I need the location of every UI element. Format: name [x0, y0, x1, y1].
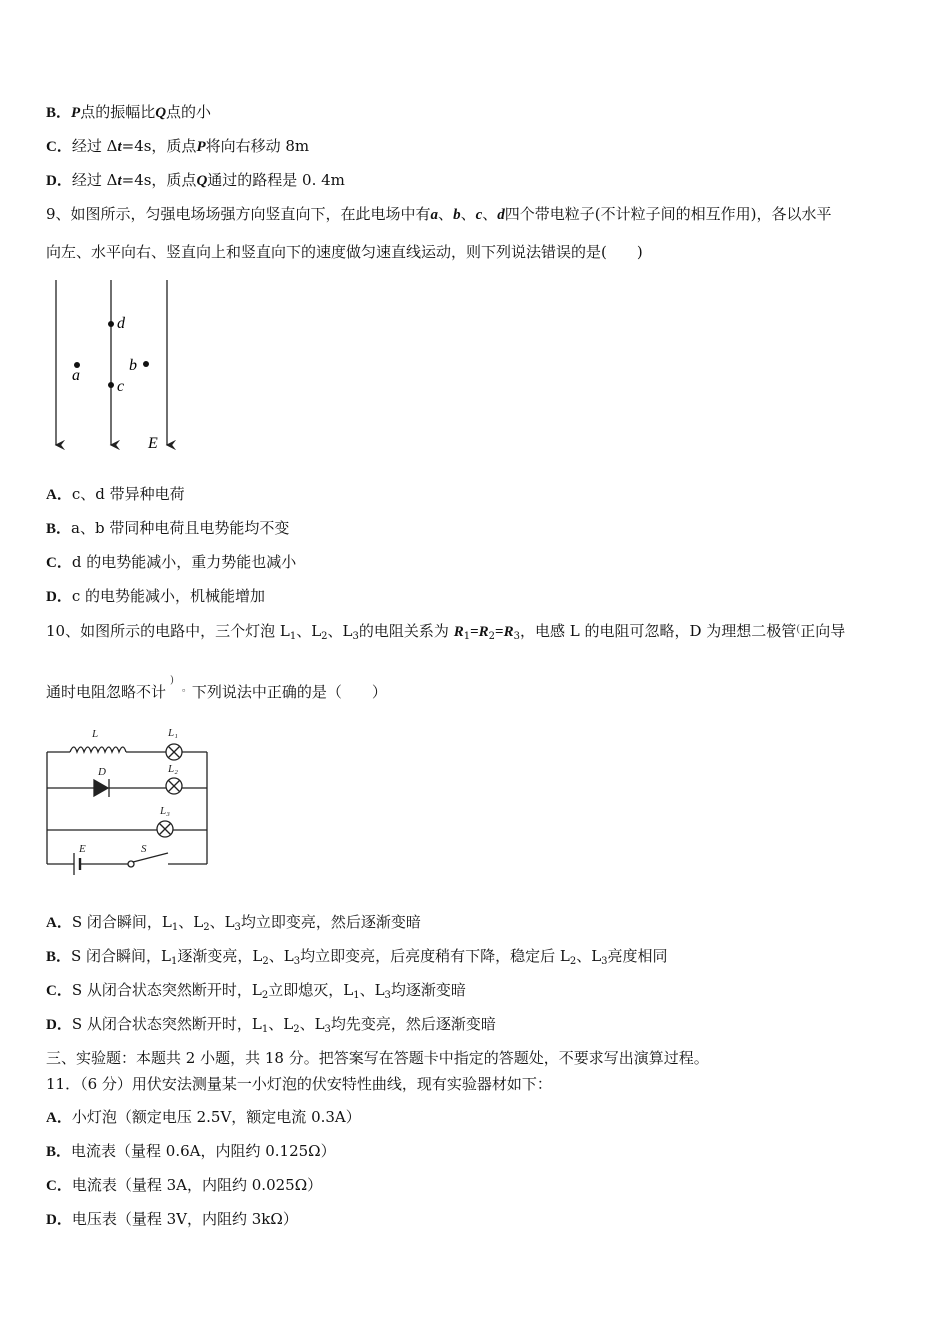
label-diode: D	[98, 766, 106, 778]
text: 点的小	[166, 103, 212, 121]
label-a: a	[72, 367, 80, 384]
q10-option-a	[46, 912, 421, 933]
text: 、L	[268, 1015, 294, 1033]
option-text: 电流表（量程 3A，内阻约 0.025Ω）	[71, 1176, 323, 1194]
var-q: Q	[155, 105, 167, 121]
option-letter: C．	[46, 139, 72, 155]
particle-d: d	[497, 207, 505, 223]
q10-stem-line2	[46, 675, 387, 705]
q11-option-d	[46, 1209, 298, 1230]
q8-option-b	[46, 102, 211, 123]
subscript: 2	[293, 1024, 300, 1035]
text: 、L	[178, 913, 204, 931]
option-text: 电压表（量程 3V，内阻约 3kΩ）	[71, 1210, 298, 1228]
particle-b-dot	[143, 361, 149, 367]
text: S 从闭合状态突然断开时，L	[71, 981, 262, 999]
subscript: 3	[234, 922, 241, 933]
text: S 从闭合状态突然断开时，L	[71, 1015, 262, 1033]
option-letter: D．	[46, 1017, 72, 1033]
text: =	[495, 624, 504, 640]
option-text: c 的电势能减小，机械能增加	[71, 587, 266, 605]
text: S 闭合瞬间，L	[71, 947, 172, 965]
text: 、	[460, 205, 476, 223]
subscript: 1	[171, 956, 178, 967]
particle-b: b	[453, 207, 461, 223]
option-letter: A．	[46, 915, 72, 931]
switch-blade	[133, 853, 168, 862]
option-letter: D．	[46, 173, 72, 189]
option-letter: D．	[46, 589, 72, 605]
subscript: 3	[293, 956, 301, 967]
subscript: 2	[203, 922, 210, 933]
small-dot: 。	[181, 683, 192, 694]
text: 、L	[268, 947, 294, 965]
label-inductor: L	[92, 728, 99, 740]
option-text: 小灯泡（额定电压 2.5V，额定电流 0.3A）	[71, 1108, 361, 1126]
text: 的电阻关系为	[358, 622, 449, 640]
subscript: 3	[324, 1024, 331, 1035]
q9-field-figure	[45, 277, 185, 457]
option-text: c、d 带异种电荷	[71, 485, 185, 503]
option-letter: A．	[46, 487, 72, 503]
text: =4s，质点	[121, 171, 197, 189]
paren: (	[796, 624, 801, 635]
text: 均立即变亮，然后逐渐变暗	[240, 913, 421, 931]
option-letter: B．	[46, 105, 72, 121]
text: 均先变亮，然后逐渐变暗	[330, 1015, 496, 1033]
text: 通时电阻忽略不计	[46, 683, 167, 701]
label-b: b	[129, 357, 137, 374]
var-q: Q	[196, 173, 208, 189]
subscript: 1	[289, 631, 297, 642]
option-letter: B．	[46, 1144, 72, 1160]
text: 10、如图所示的电路中，三个灯泡 L	[46, 622, 290, 640]
label-battery: E	[79, 843, 86, 855]
option-letter: C．	[46, 555, 72, 571]
q9-option-d	[46, 586, 265, 607]
label-l3: L₃	[160, 805, 170, 817]
text: 经过 Δ	[71, 137, 118, 155]
option-letter: D．	[46, 1212, 72, 1228]
q11-option-c	[46, 1175, 322, 1196]
q11-option-b	[46, 1141, 336, 1162]
text: 均立即变亮，后亮度稍有下降，稳定后 L	[300, 947, 570, 965]
text: 立即熄灭，L	[268, 981, 354, 999]
q11-stem: 11．（6 分）用伏安法测量某一小灯泡的伏安特性曲线，现有实验器材如下：	[46, 1075, 552, 1093]
text: 均逐渐变暗	[390, 981, 466, 999]
q8-option-d	[46, 170, 345, 191]
q11-option-a	[46, 1107, 361, 1128]
subscript: 2	[321, 631, 328, 642]
q10-option-d	[46, 1014, 496, 1035]
option-letter: B．	[46, 949, 72, 965]
label-switch: S	[141, 843, 147, 855]
text: 、L	[296, 622, 322, 640]
var-p: P	[196, 139, 206, 155]
section-3-heading: 三、实验题：本题共 2 小题，共 18 分。把答案写在答题卡中指定的答题处，不要求写出演算过程。	[46, 1049, 709, 1067]
particle-c-dot	[108, 382, 114, 388]
label-c: c	[117, 378, 125, 395]
q9-stem-line1	[46, 204, 831, 225]
subscript: 2	[569, 956, 577, 967]
q9-option-a	[46, 484, 185, 505]
subscript: 2	[488, 631, 496, 642]
text: 、	[438, 205, 454, 223]
q10-option-c	[46, 980, 466, 1001]
option-text: d 的电势能减小，重力势能也减小	[71, 553, 297, 571]
option-letter: C．	[46, 1178, 72, 1194]
particle-a: a	[430, 207, 439, 223]
text: 、	[482, 205, 498, 223]
text: 下列说法中正确的是（ ）	[191, 683, 387, 701]
text: 亮度相同	[607, 947, 668, 965]
text: =	[470, 624, 479, 640]
q9-stem-line2: 向左、水平向右、竖直向上和竖直向下的速度做匀速直线运动，则下列说法错误的是( )	[46, 243, 643, 261]
var-t: t	[117, 139, 122, 155]
subscript: 3	[384, 990, 391, 1001]
subscript: 2	[261, 990, 269, 1001]
var-t: t	[117, 173, 122, 189]
text: =4s，质点	[121, 137, 197, 155]
text: 、L	[209, 913, 235, 931]
text: 四个带电粒子(不计粒子间的相互作用)，各以水平	[504, 205, 832, 223]
text: 逐渐变亮，L	[177, 947, 263, 965]
diode	[94, 780, 108, 796]
particle-c: c	[475, 207, 483, 223]
label-l1: L₁	[168, 727, 178, 739]
text: 、L	[576, 947, 602, 965]
option-letter: A．	[46, 1110, 72, 1126]
text: 将向右移动 8m	[205, 137, 310, 155]
label-e: E	[148, 435, 158, 452]
q8-option-c	[46, 136, 309, 157]
q10-option-b	[46, 946, 668, 967]
subscript: 1	[171, 922, 179, 933]
var-r: R	[478, 624, 489, 640]
text: 、L	[299, 1015, 325, 1033]
text: 通过的路程是 0. 4m	[207, 171, 345, 189]
var-r: R	[453, 624, 464, 640]
subscript: 2	[262, 956, 269, 967]
option-text: a、b 带同种电荷且电势能均不变	[71, 519, 290, 537]
q9-option-b	[46, 518, 289, 539]
inductor-coil	[70, 747, 126, 752]
subscript: 3	[601, 956, 608, 967]
subscript: 3	[513, 631, 520, 642]
text: ，电感 L 的电阻可忽略，D 为理想二极管	[519, 622, 797, 640]
q10-circuit-figure	[44, 722, 214, 872]
paren: )	[170, 675, 174, 686]
text: 、L	[359, 981, 385, 999]
text: 9、如图所示，匀强电场场强方向竖直向下，在此电场中有	[46, 205, 431, 223]
subscript: 1	[261, 1024, 269, 1035]
var-r: R	[503, 624, 514, 640]
text: 经过 Δ	[71, 171, 118, 189]
text: 点的振幅比	[80, 103, 156, 121]
text: S 闭合瞬间，L	[71, 913, 172, 931]
text: 、L	[327, 622, 353, 640]
label-l2: L₂	[168, 763, 178, 775]
subscript: 1	[463, 631, 471, 642]
subscript: 1	[353, 990, 360, 1001]
text: 正向导	[800, 622, 846, 640]
option-text: 电流表（量程 0.6A，内阻约 0.125Ω）	[71, 1142, 336, 1160]
subscript: 3	[352, 631, 359, 642]
q9-option-c	[46, 552, 296, 573]
label-d: d	[117, 315, 125, 332]
option-letter: B．	[46, 521, 72, 537]
q10-stem-line1	[46, 620, 845, 642]
particle-d-dot	[108, 321, 114, 327]
var-p: P	[71, 105, 81, 121]
option-letter: C．	[46, 983, 72, 999]
